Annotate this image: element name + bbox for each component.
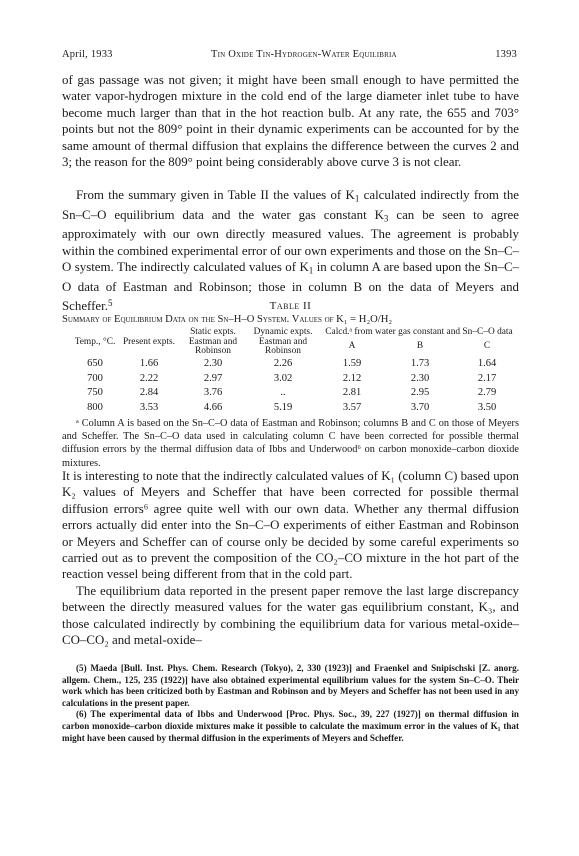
table-row: 700 2.22 2.97 3.02 2.12 2.30 2.17: [87, 372, 497, 384]
table-row: 800 3.53 4.66 5.19 3.57 3.70 3.50: [87, 402, 497, 414]
table-caption: Summary of Equilibrium Data on the Sn–H–O System. Values of K₁ = H₂O/H₂: [62, 314, 393, 325]
running-header: [62, 49, 517, 60]
header-col-a: A: [348, 341, 356, 352]
table-row: 750 2.84 3.76 .. 2.81 2.95 2.79: [87, 387, 497, 399]
header-col-b: B: [416, 341, 424, 352]
paragraph-4: The equilibrium data reported in the present paper remove the last large discrepancy between the directly measured values for the water gas equilibrium constant, K₃, and those calculated indirectly by combining the equilibrium data for various metal-oxide–CO–CO₂ and metal-oxide–: [62, 584, 519, 648]
header-col-c: C: [483, 341, 491, 352]
paragraph-2: From the summary given in Table II the values of $K_1$ calculated indirectly from the Sn–C–O equilibrium data and the water gas constant $K_3$ can be seen to agree approximately with our own directly measured values. The agreement is probably within the combined experimental error of our own experiments and those on the Sn–C–O system. The indirectly calculated values of $K_1$ in column A are based upon the Sn–C–O data of Eastman and Robinson; those in column B on the data of Meyers and Scheffer.$^5$: [62, 188, 520, 314]
table-title: Table II: [269, 300, 312, 312]
header-calc: Calcd.ᵃ from water gas constant and Sn–C–O data: [325, 327, 513, 337]
footnote-5: (5) Maeda [Bull. Inst. Phys. Chem. Research (Tokyo), 2, 330 (1923)] and Fraenkel and Snipischski [Z. anorg. allgem. Chem., 125, 235 (1922)] have also obtained experimental equilibrium values for the system Sn–C–O. Their work which has been criticized both by Eastman and Robinson and by Meyers and Scheffer has not been used in any calculations in the present paper.: [62, 663, 519, 708]
page-footnotes: [62, 663, 519, 744]
paragraph-3: It is interesting to note that the indirectly calculated values of K₁ (column C) based upon K₂ values of Meyers and Scheffer that have been corrected for possible thermal diffusion errors⁶ agree quite well with our own data. Whether any thermal diffusion errors actually did enter into the Sn–C–O experiments of either Eastman and Robinson or Meyers and Scheffer can of course only be decided by some careful experiments so carried out as to prevent the composition of the CO₂–CO mixture in the hot part of the reaction vessel being different from that in the cold part.: [62, 469, 519, 582]
header-dynamic: Dynamic expts. Eastman and Robinson: [253, 327, 313, 357]
header-temp: Temp., °C.: [74, 337, 116, 347]
header-title: Tin Oxide Tin-Hydrogen-Water Equilibria: [211, 49, 397, 60]
table-footnote: ᵃ Column A is based on the Sn–C–O data of Eastman and Robinson; columns B and C on those of Meyers and Scheffer. The Sn–C–O data used in calculating column C have been corrected for possible thermal diffusion errors by the thermal diffusion data of Ibbs and Underwood⁶ on carbon monoxide–carbon dioxide mixtures.: [62, 418, 519, 469]
header-static: Static expts. Eastman and Robinson: [188, 327, 238, 357]
table-row: 650 1.66 2.30 2.26 1.59 1.73 1.64: [87, 357, 497, 369]
paragraph-1: of gas passage was not given; it might have been small enough to have permitted the water vapor-hydrogen mixture in the cold end of the large diameter inlet tube to have become much larger than that in the hot reaction bulb. At any rate, the 655 and 703° points but not the 809° point in their dynamic experiments can be accounted for by the same amount of thermal diffusion that explains the difference between the curves 2 and 3; the reason for the 809° point being considerably above curve 3 is not clear.: [62, 73, 519, 170]
footnote-6: (6) The experimental data of Ibbs and Underwood [Proc. Phys. Soc., 39, 227 (1927)] on thermal diffusion in carbon monoxide–carbon dioxide mixtures make it possible to calculate the maximum error in the values of K₁ that might have been caused by thermal diffusion in the experiments of Meyers and Scheffer.: [62, 709, 519, 743]
header-present: Present expts.: [122, 337, 176, 347]
header-date: April, 1933: [62, 49, 113, 60]
equilibrium-table: [70, 328, 520, 416]
header-page-number: 1393: [495, 49, 517, 60]
